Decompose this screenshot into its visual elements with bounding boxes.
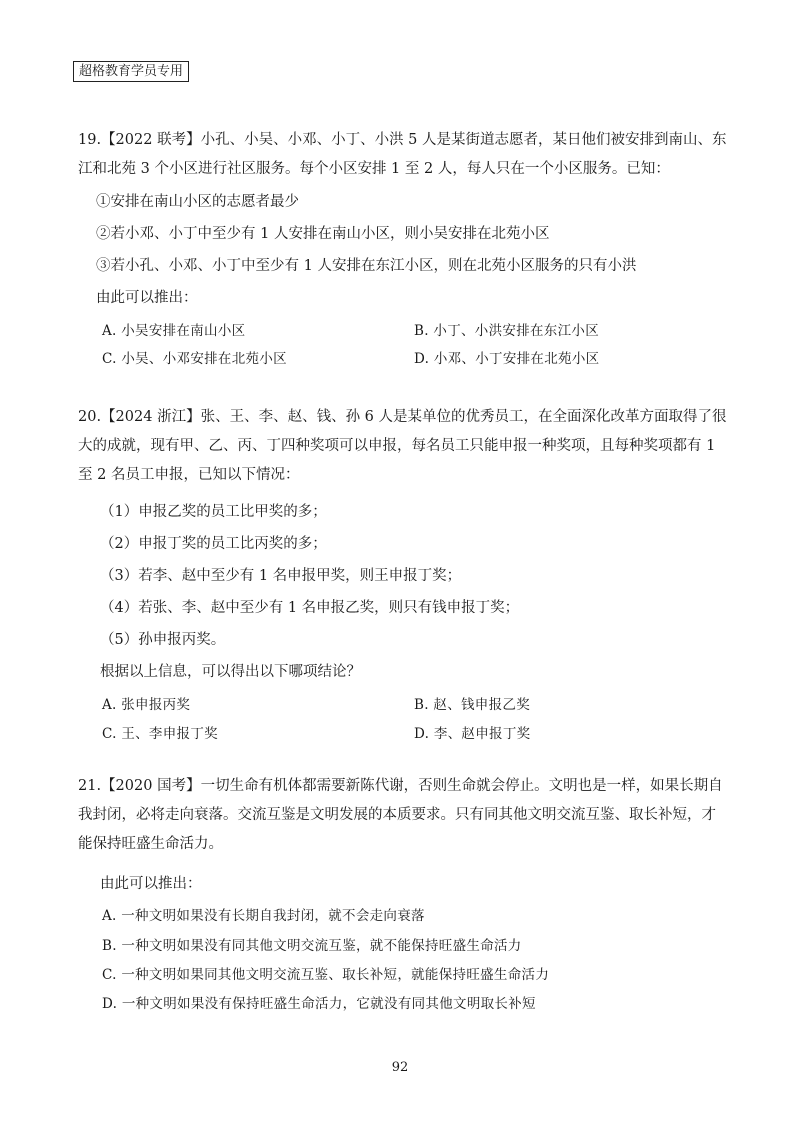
- question-prompt: 由此可以推出：: [96, 290, 198, 306]
- option-b[interactable]: B. 一种文明如果没有同其他文明交流互鉴，就不能保持旺盛生命活力: [102, 938, 522, 954]
- condition-line: ③若小孔、小邓、小丁中至少有 1 人安排在东江小区，则在北苑小区服务的只有小洪: [96, 258, 637, 274]
- question-prompt: 根据以上信息，可以得出以下哪项结论？: [100, 664, 361, 680]
- option-c[interactable]: C. 一种文明如果同其他文明交流互鉴、取长补短，就能保持旺盛生命活力: [102, 967, 550, 983]
- option-a[interactable]: A. 一种文明如果没有长期自我封闭，就不会走向衰落: [102, 908, 425, 924]
- page-number: 92: [391, 1060, 409, 1075]
- option-a[interactable]: A. 张申报丙奖: [102, 697, 191, 713]
- option-d[interactable]: D. 李、赵申报丁奖: [414, 726, 531, 742]
- condition-line: （3）若李、赵中至少有 1 名申报甲奖，则王申报丁奖；: [100, 568, 462, 584]
- option-c[interactable]: C. 王、李申报丁奖: [102, 726, 218, 742]
- condition-line: （1）申报乙奖的员工比甲奖的多；: [100, 504, 327, 520]
- option-d[interactable]: D. 小邓、小丁安排在北苑小区: [414, 351, 600, 367]
- option-d[interactable]: D. 一种文明如果没有保持旺盛生命活力，它就没有同其他文明取长补短: [102, 996, 536, 1012]
- condition-line: （4）若张、李、赵中至少有 1 名申报乙奖，则只有钱申报丁奖；: [100, 600, 520, 616]
- option-b[interactable]: B. 赵、钱申报乙奖: [414, 697, 531, 713]
- question-stem: 19.【2022 联考】小孔、小吴、小邓、小丁、小洪 5 人是某街道志愿者，某日他们被安排到南山、东江和北苑 3 个小区进行社区服务。每个小区安排 1 至 2 人，每人只在一个小区服务。已知：: [78, 132, 727, 177]
- watermark-label: 超格教育学员专用: [73, 61, 189, 82]
- question-prompt: 由此可以推出：: [100, 876, 202, 892]
- question-stem: 21.【2020 国考】一切生命有机体都需要新陈代谢，否则生命就会停止。文明也是一样，如果长期自我封闭，必将走向衰落。交流互鉴是文明发展的本质要求。只有同其他文明交流互鉴、取长补短，才能保持旺盛生命活力。: [78, 778, 723, 852]
- condition-line: （5）孙申报丙奖。: [100, 632, 226, 648]
- option-c[interactable]: C. 小吴、小邓安排在北苑小区: [102, 351, 287, 367]
- question-stem: 20.【2024 浙江】张、王、李、赵、钱、孙 6 人是某单位的优秀员工，在全面深化改革方面取得了很大的成就，现有甲、乙、丙、丁四种奖项可以申报，每名员工只能申报一种奖项，且每种奖项都有 1 至 2 名员工申报，已知以下情况：: [78, 409, 727, 483]
- condition-line: ①安排在南山小区的志愿者最少: [96, 194, 299, 210]
- option-a[interactable]: A. 小吴安排在南山小区: [102, 323, 246, 339]
- condition-line: ②若小邓、小丁中至少有 1 人安排在南山小区，则小吴安排在北苑小区: [96, 226, 550, 242]
- option-b[interactable]: B. 小丁、小洪安排在东江小区: [414, 323, 600, 339]
- condition-line: （2）申报丁奖的员工比丙奖的多；: [100, 536, 327, 552]
